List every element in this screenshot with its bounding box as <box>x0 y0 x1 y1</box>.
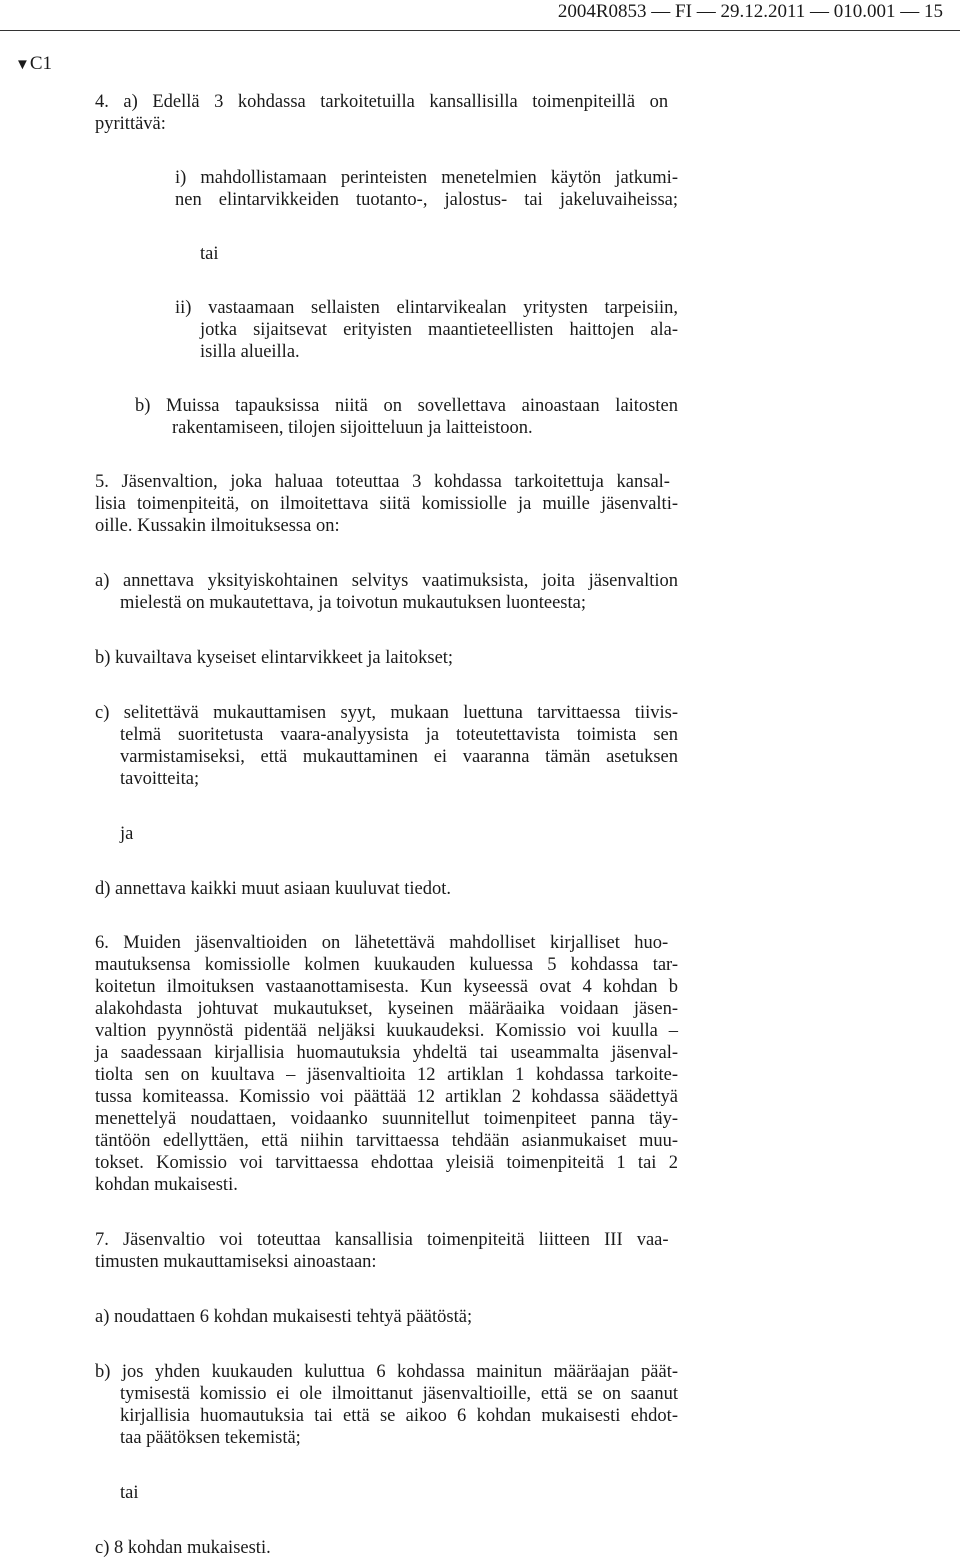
text-line: nen elintarvikkeiden tuotanto-, jalostus- tai jakeluvaiheissa; <box>175 190 678 210</box>
amendment-marker <box>15 52 52 76</box>
text-line: c) 8 kohdan mukaisesti. <box>95 1538 271 1558</box>
triangle-down-icon: ▼ <box>15 57 30 73</box>
text-line: 5. Jäsenvaltion, joka haluaa toteuttaa 3 kohdassa tarkoitettuja kansal- <box>95 472 670 492</box>
text-line: ii) vastaamaan sellaisten elintarvikealan yritysten tarpeisiin, <box>175 298 678 318</box>
page-header: 2004R0853 — FI — 29.12.2011 — 010.001 — 15 <box>557 1 943 22</box>
text-line: b) kuvailtava kyseiset elintarvikkeet ja laitokset; <box>95 648 454 668</box>
text-line: kirjallisia huomautuksia tai että se aikoo 6 kohdan mukaisesti ehdot- <box>120 1406 678 1426</box>
text-line: c) selitettävä mukauttamisen syyt, mukaan luettuna tarvittaessa tiivis- <box>95 703 678 723</box>
text-line: koitetun ilmoituksen vastaanottamisesta. Kun kyseessä ovat 4 kohdan b <box>95 977 678 997</box>
header-rule <box>0 30 960 31</box>
text-line: 4. a) Edellä 3 kohdassa tarkoitetuilla kansallisilla toimenpiteillä on <box>95 92 669 112</box>
text-line: alakohdasta johtuvat mukautukset, kyseinen määräaika voidaan jäsen- <box>95 999 678 1019</box>
text-line: menettelyä noudattaen, voidaanko suunnitellut toimenpiteet panna täy- <box>95 1109 678 1129</box>
text-line: a) noudattaen 6 kohdan mukaisesti tehtyä päätöstä; <box>95 1307 473 1327</box>
text-line: tavoitteita; <box>120 769 200 789</box>
text-line: tussa komiteassa. Komissio voi päättää 12 artiklan 2 kohdassa säädettyä <box>95 1087 678 1107</box>
text-line: b) Muissa tapauksissa niitä on sovellettava ainoastaan laitosten <box>135 396 678 416</box>
text-line: tymisestä komissio ei ole ilmoittanut jäsenvaltioille, että se on saanut <box>120 1384 678 1404</box>
text-line: lisia toimenpiteitä, on ilmoitettava siitä komissiolle ja muille jäsenvalti- <box>95 494 678 514</box>
text-line: ja <box>120 824 134 844</box>
text-line: a) annettava yksityiskohtainen selvitys vaatimuksista, joita jäsenvaltion <box>95 571 678 591</box>
text-line: pyrittävä: <box>95 114 166 134</box>
text-line: tai <box>200 244 219 264</box>
text-line: tiolta sen on kuultava – jäsenvaltioita 12 artiklan 1 kohdassa tarkoite- <box>95 1065 678 1085</box>
text-line: taa päätöksen tekemistä; <box>120 1428 301 1448</box>
text-line: b) jos yhden kuukauden kuluttua 6 kohdassa mainitun määräajan päät- <box>95 1362 678 1382</box>
text-line: täntöön edellyttäen, että niihin tarvittaessa tehdään asianmukaiset muu- <box>95 1131 678 1151</box>
text-line: ja saadessaan kirjallisia huomautuksia yhdeltä tai useammalta jäsenval- <box>95 1043 678 1063</box>
text-line: telmä suoritetusta vaara-analyysista ja toteutettavista toimista sen <box>120 725 678 745</box>
text-line: valtion pyynnöstä pidentää neljäksi kuukaudeksi. Komissio voi kuulla – <box>95 1021 678 1041</box>
text-line: oille. Kussakin ilmoituksessa on: <box>95 516 340 536</box>
text-line: i) mahdollistamaan perinteisten menetelmien käytön jatkumi- <box>175 168 678 188</box>
amendment-marker-label: C1 <box>29 53 53 74</box>
text-line: isilla alueilla. <box>200 342 300 362</box>
text-line: tai <box>120 1483 139 1503</box>
text-line: kohdan mukaisesti. <box>95 1175 238 1195</box>
text-line: tokset. Komissio voi tarvittaessa ehdottaa yleisiä toimenpiteitä 1 tai 2 <box>95 1153 678 1173</box>
text-line: d) annettava kaikki muut asiaan kuuluvat tiedot. <box>95 879 452 899</box>
text-line: 6. Muiden jäsenvaltioiden on lähetettävä mahdolliset kirjalliset huo- <box>95 933 669 953</box>
text-line: 7. Jäsenvaltio voi toteuttaa kansallisia toimenpiteitä liitteen III vaa- <box>95 1230 669 1250</box>
text-line: varmistamiseksi, että mukauttaminen ei vaaranna tämän asetuksen <box>120 747 678 767</box>
text-line: mielestä on mukautettava, ja toivotun mukautuksen luonteesta; <box>120 593 586 613</box>
text-line: jotka sijaitsevat erityisten maantieteellisten haittojen ala- <box>200 320 678 340</box>
text-line: timusten mukauttamiseksi ainoastaan: <box>95 1252 377 1272</box>
text-line: mautuksensa komissiolle kolmen kuukauden kuluessa 5 kohdassa tar- <box>95 955 678 975</box>
text-line: rakentamiseen, tilojen sijoitteluun ja laitteistoon. <box>172 418 533 438</box>
